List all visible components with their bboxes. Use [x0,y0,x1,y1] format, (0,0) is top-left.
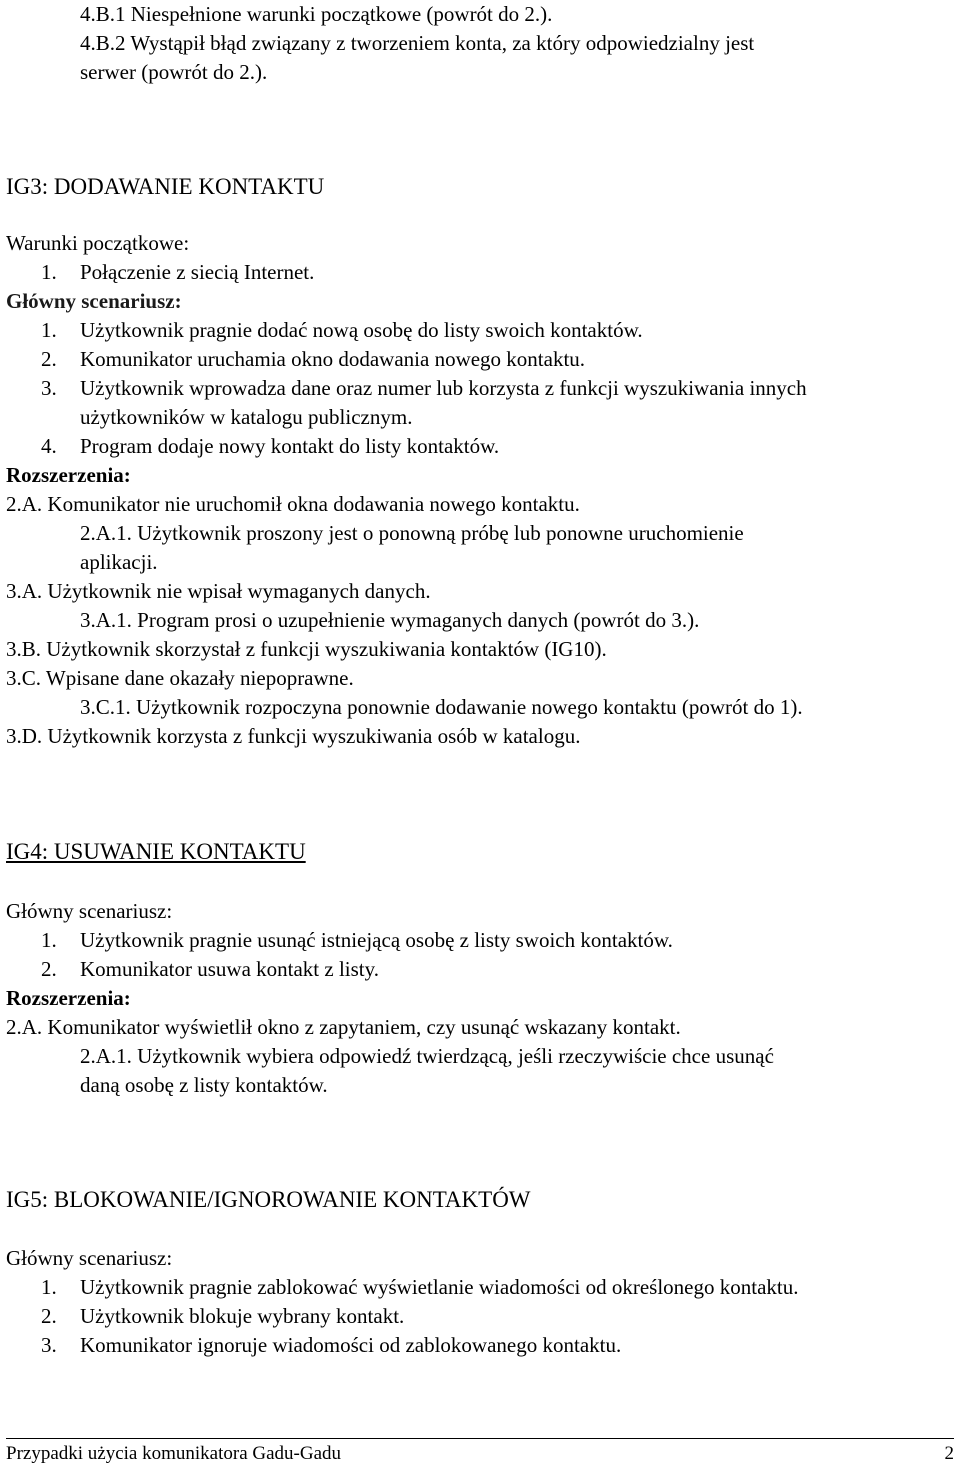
ext-line: 3.A.1. Program prosi o uzupełnienie wymaganych danych (powrót do 3.). [80,608,700,632]
list-item-cont: użytkowników w katalogu publicznym. [80,405,413,429]
list-num: 1. [41,928,57,952]
ext-line: 4.B.1 Niespełnione warunki początkowe (powrót do 2.). [80,2,553,26]
list-num: 2. [41,957,57,981]
list-num: 2. [41,347,57,371]
list-item: Użytkownik pragnie zablokować wyświetlanie wiadomości od określonego kontaktu. [80,1275,799,1299]
list-item: Komunikator usuwa kontakt z listy. [80,957,380,981]
ext-line: 3.C. Wpisane dane okazały niepoprawne. [6,666,354,690]
list-num: 4. [41,434,57,458]
footer-title: Przypadki użycia komunikatora Gadu-Gadu [6,1443,342,1464]
ext-line: daną osobę z listy kontaktów. [80,1073,328,1097]
section-title: IG3: DODAWANIE KONTAKTU [6,174,325,199]
ext-line: 2.A.1. Użytkownik proszony jest o ponowną próbę lub ponowne uruchomienie [80,521,744,545]
list-num: 1. [41,318,57,342]
ext-line: 4.B.2 Wystąpił błąd związany z tworzeniem konta, za który odpowiedzialny jest [80,31,755,55]
list-num: 1. [41,260,57,284]
footer-divider [6,1438,954,1439]
list-item: Komunikator ignoruje wiadomości od zablokowanego kontaktu. [80,1333,622,1357]
ext-line: 3.B. Użytkownik skorzystał z funkcji wyszukiwania kontaktów (IG10). [6,637,607,661]
ext-line: 2.A. Komunikator wyświetlił okno z zapytaniem, czy usunąć wskazany kontakt. [6,1015,681,1039]
list-item: Użytkownik wprowadza dane oraz numer lub korzysta z funkcji wyszukiwania innych [80,376,807,400]
extensions-heading: Rozszerzenia: [6,986,131,1010]
page-number: 2 [944,1443,954,1464]
list-item: Połączenie z siecią Internet. [80,260,315,284]
list-item: Komunikator uruchamia okno dodawania nowego kontaktu. [80,347,586,371]
list-num: 1. [41,1275,57,1299]
extensions-heading: Rozszerzenia: [6,463,131,487]
pre-heading: Warunki początkowe: [6,231,190,255]
main-scenario-heading: Główny scenariusz: [6,289,182,313]
ext-line: 3.C.1. Użytkownik rozpoczyna ponownie dodawanie nowego kontaktu (powrót do 1). [80,695,803,719]
ext-line: 2.A. Komunikator nie uruchomił okna dodawania nowego kontaktu. [6,492,580,516]
ext-line: 3.D. Użytkownik korzysta z funkcji wyszukiwania osób w katalogu. [6,724,581,748]
list-num: 3. [41,376,57,400]
section-title: IG5: BLOKOWANIE/IGNOROWANIE KONTAKTÓW [6,1187,531,1212]
list-num: 3. [41,1333,57,1357]
list-item: Program dodaje nowy kontakt do listy kontaktów. [80,434,500,458]
ext-line: 3.A. Użytkownik nie wpisał wymaganych danych. [6,579,431,603]
list-num: 2. [41,1304,57,1328]
list-item: Użytkownik blokuje wybrany kontakt. [80,1304,405,1328]
main-scenario-heading: Główny scenariusz: [6,1246,173,1270]
list-item: Użytkownik pragnie dodać nową osobę do listy swoich kontaktów. [80,318,643,342]
ext-line: serwer (powrót do 2.). [80,60,268,84]
ext-line: aplikacji. [80,550,158,574]
section-title: IG4: USUWANIE KONTAKTU [6,839,306,864]
ext-line: 2.A.1. Użytkownik wybiera odpowiedź twierdzącą, jeśli rzeczywiście chce usunąć [80,1044,774,1068]
main-scenario-heading: Główny scenariusz: [6,899,173,923]
list-item: Użytkownik pragnie usunąć istniejącą osobę z listy swoich kontaktów. [80,928,673,952]
